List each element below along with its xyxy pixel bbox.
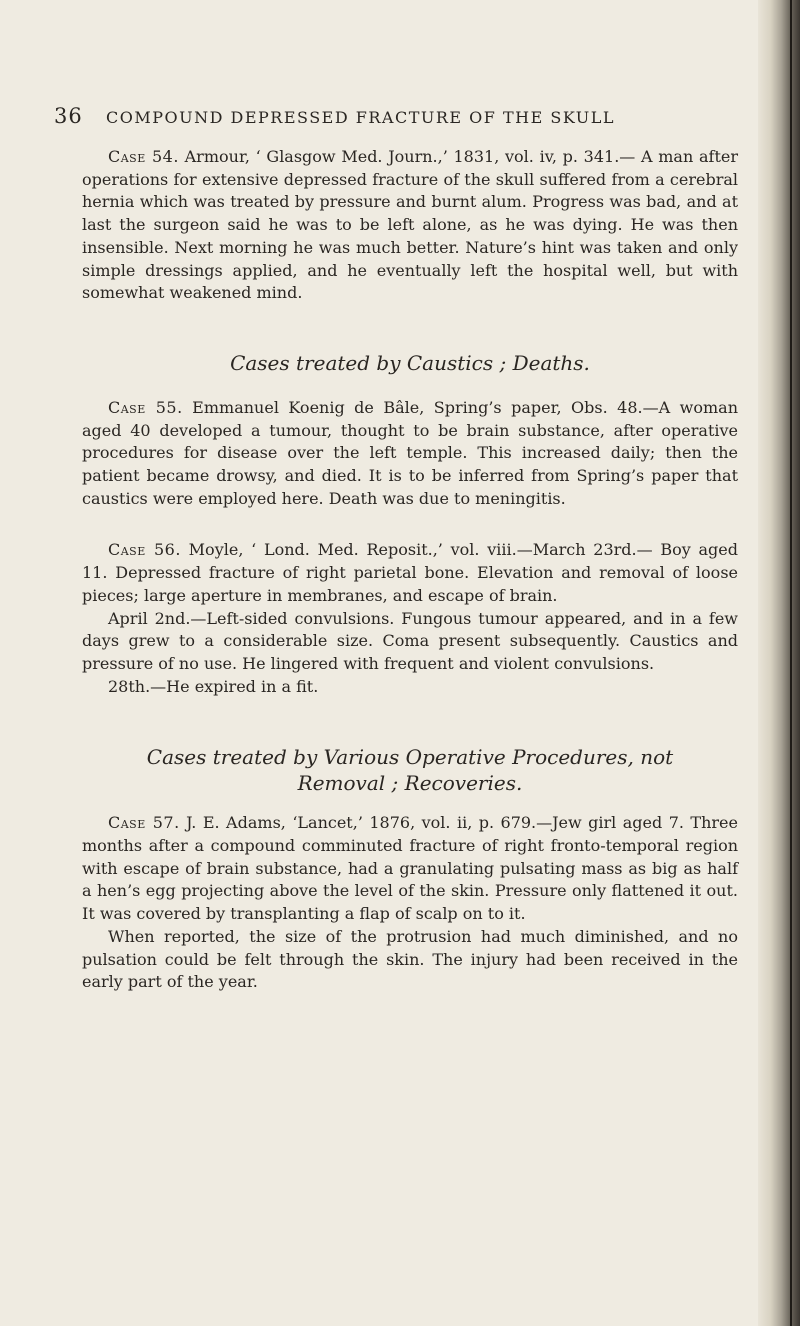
case-56-death-paragraph: 28th.—He expired in a fit. bbox=[108, 676, 319, 696]
page-number: 36 bbox=[54, 104, 83, 128]
case-57-paragraph bbox=[82, 812, 738, 926]
case-55-text: Emmanuel Koenig de Bâle, Spring’s paper, Obs. 48.—A woman aged 40 developed a tumour, thought to be brain substance, after operative procedures for disease over the left temple. This increased daily; then the patient became drowsy, and died. It is to be inferred from Spring’s paper that caustics were employed here. Death was due to meningitis. bbox=[82, 397, 738, 508]
running-title: COMPOUND DEPRESSED FRACTURE OF THE SKULL bbox=[106, 108, 615, 127]
case-56-paragraph bbox=[82, 539, 738, 607]
page-edge-shadow bbox=[758, 0, 800, 1326]
case-54-text: Armour, ‘ Glasgow Med. Journ.,’ 1831, vol. iv, p. 341.— A man after operations for extensive depressed fracture of the skull suffered from a cerebral hernia which was treated by pressure and burnt alum. Progress was bad, and at last the surgeon said he was to be left alone, as he was dying. He was then insensible. Next morning he was much better. Nature’s hint was taken and only simple dressings applied, and he eventually left the hospital well, but with somewhat weakened mind. bbox=[82, 147, 738, 303]
case-57-followup-paragraph: When reported, the size of the protrusion had much diminished, and no pulsation could be felt through the skin. The injury had been received in the early part of the year. bbox=[82, 926, 738, 992]
page-header bbox=[54, 104, 734, 134]
case-56-april-paragraph: April 2nd.—Left-sided convulsions. Fungous tumour appeared, and in a few days grew to a considerable size. Coma present subsequently. Caustics and pressure of no use. He lingered with frequent and violent convulsions. bbox=[82, 608, 738, 673]
case-54-label: Case 54. bbox=[108, 147, 179, 166]
case-54-paragraph bbox=[82, 146, 738, 305]
section-heading-caustics: Cases treated by Caustics ; Deaths. bbox=[230, 350, 590, 375]
page-edge-line bbox=[790, 0, 792, 1326]
case-56-text: Moyle, ‘ Lond. Med. Reposit.,’ vol. viii.—March 23rd.— Boy aged 11. Depressed fracture of right parietal bone. Elevation and removal of loose pieces; large aperture in membranes, and escape of brain. bbox=[82, 540, 738, 605]
case-56-label: Case 56. bbox=[108, 540, 181, 560]
section-heading-operative: Cases treated by Various Operative Procedures, not Removal ; Recoveries. bbox=[146, 745, 674, 796]
case-57-label: Case 57. bbox=[108, 813, 180, 833]
case-57-text: J. E. Adams, ‘Lancet,’ 1876, vol. ii, p. 679.—Jew girl aged 7. Three months after a compound comminuted fracture of right fronto-temporal region with escape of brain substance, had a granulating pulsating mass as big as half a hen’s egg projecting above the level of the skin. Pressure only flattened it out. It was covered by transplanting a flap of scalp on to it. bbox=[82, 813, 738, 924]
case-55-label: Case 55. bbox=[108, 397, 183, 417]
page-body bbox=[82, 146, 738, 994]
case-55-paragraph bbox=[82, 397, 738, 511]
